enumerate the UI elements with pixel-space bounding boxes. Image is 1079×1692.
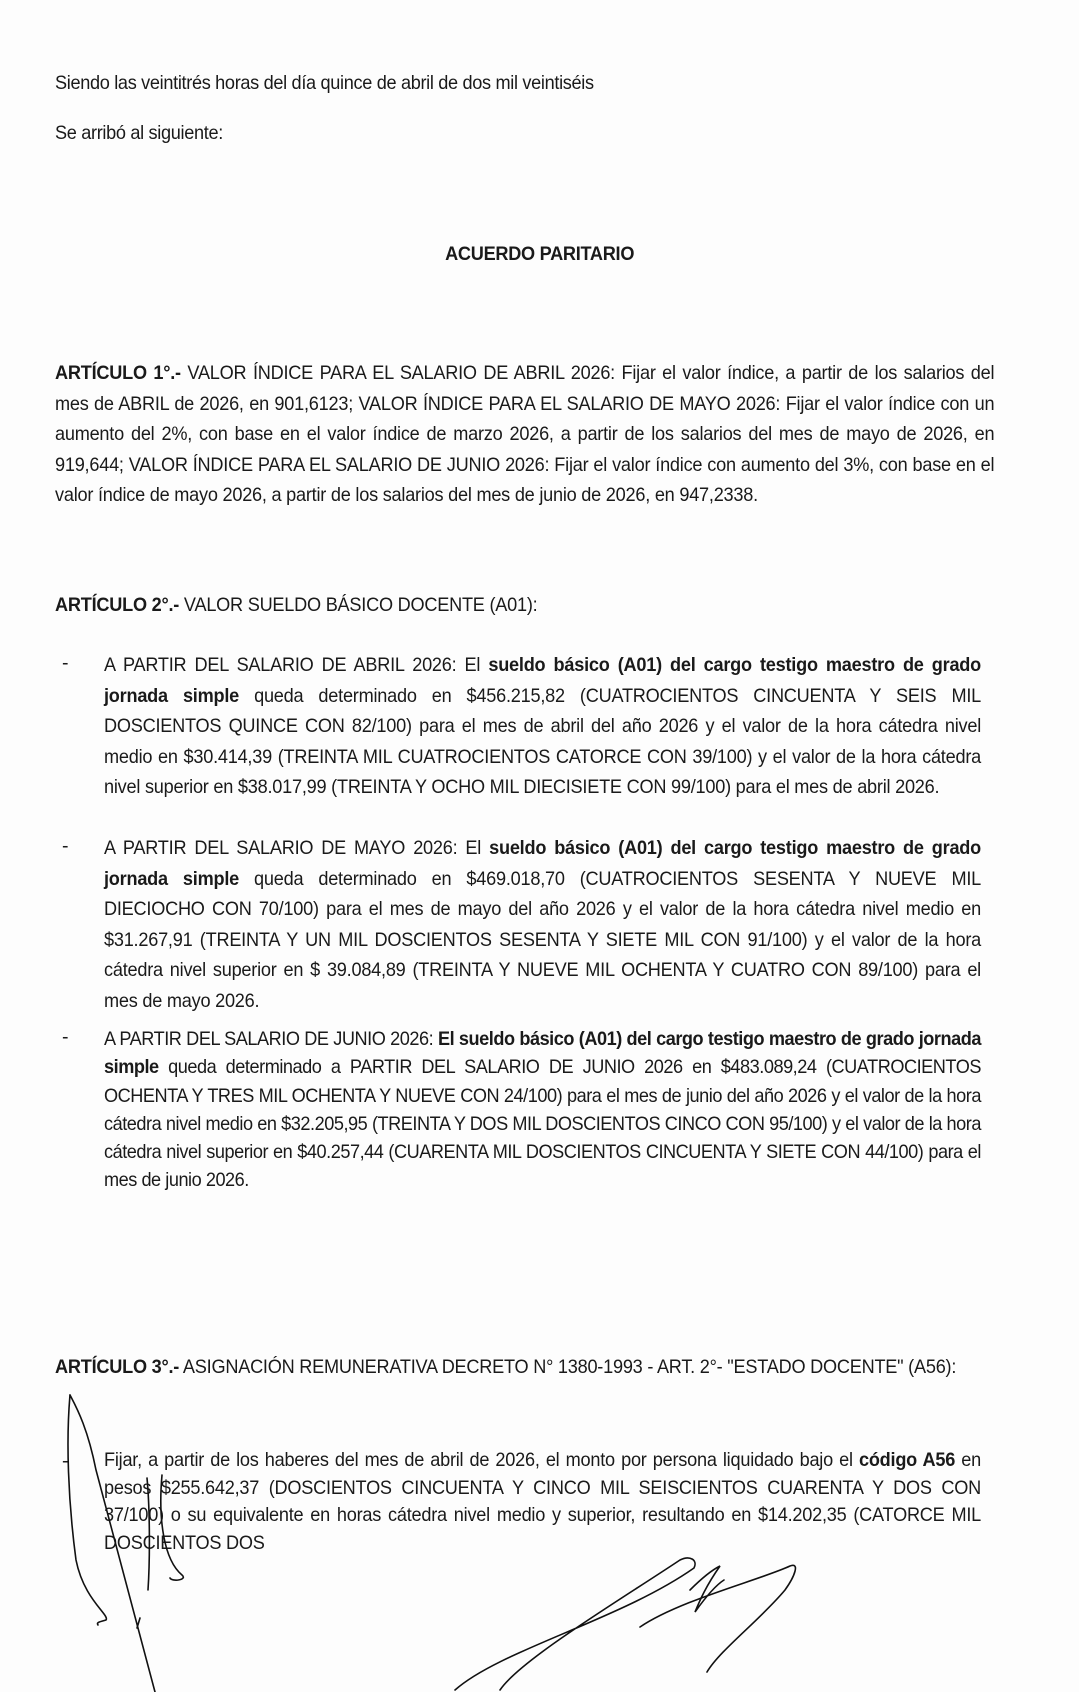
articulo-1 [55,358,994,511]
intro-line-2: Se arribó al siguiente: [55,122,223,144]
item-text: Fijar, a partir de los haberes del mes de abril de 2026, el monto por persona liquidado bajo el [104,1449,859,1471]
signature-right-loop-2 [640,1565,795,1672]
bullet-dash: - [62,652,69,674]
item-bold-text: El sueldo básico (A01) del cargo testigo maestro de grado jornada simple [104,1028,981,1079]
articulo-3-text: ASIGNACIÓN REMUNERATIVA DECRETO N° 1380-1993 - ART. 2°- "ESTADO DOCENTE" (A56): [179,1356,957,1378]
bullet-dash: - [62,1450,69,1472]
document-title-text: ACUERDO PARITARIO [444,243,635,265]
articulo-2-item-junio [104,1025,981,1195]
bullet-dash: - [62,1026,69,1048]
signature-left-tick [137,1618,140,1628]
articulo-2-label: ARTÍCULO 2°.- [55,594,180,616]
signature-left-stroke-1 [68,1395,106,1625]
signature-right-loop-1 [455,1558,695,1690]
articulo-1-label: ARTÍCULO 1°.- [55,362,181,384]
item-text: queda determinado a PARTIR DEL SALARIO DE JUNIO 2026 en $483.089,24 (CUATROCIENTOS OCHENTA Y TRES MIL OCHENTA Y NUEVE CON 24/100) para el mes de junio del año 2026 y el valor de la hora cátedra nivel medio en $32.205,95 (TREINTA Y DOS MIL DOSCIENTOS CINCO CON 95/100) y el valor de la hora cátedra nivel superior en $40.257,44 (CUARENTA MIL DOSCIENTOS CINCUENTA Y SIETE CON 44/100) para el mes de junio 2026. [104,1056,981,1192]
item-bold-text: sueldo básico (A01) del cargo testigo maestro de grado jornada simple [104,654,981,707]
item-text: queda determinado en $456.215,82 (CUATROCIENTOS CINCUENTA Y SEIS MIL DOSCIENTOS QUINCE CON 82/100) para el mes de abril del año 2026 y el valor de la hora cátedra nivel medio en $30.414,39 (TREINTA MIL CUATROCIENTOS CATORCE CON 39/100) y el valor de la hora cátedra nivel superior en $38.017,99 (TREINTA Y OCHO MIL DIECISIETE CON 99/100) para el mes de abril 2026. [104,684,981,798]
articulo-3-heading [55,1352,994,1383]
item-bold-text: sueldo básico (A01) del cargo testigo maestro de grado jornada simple [104,837,981,890]
item-text: A PARTIR DEL SALARIO DE JUNIO 2026: [104,1028,438,1050]
item-text: A PARTIR DEL SALARIO DE ABRIL 2026: El [104,654,489,676]
bullet-dash: - [62,835,69,857]
articulo-2-item-abril [104,650,981,803]
articulo-1-text: VALOR ÍNDICE PARA EL SALARIO DE ABRIL 2026: Fijar el valor índice, a partir de los salarios del mes de ABRIL de 2026, en 901,6123; VALOR ÍNDICE PARA EL SALARIO DE MAYO 2026: Fijar el valor índice con un aumento del 2%, con base en el valor índice de marzo 2026, a partir de los salarios del mes de mayo de 2026, en 919,644; VALOR ÍNDICE PARA EL SALARIO DE JUNIO 2026: Fijar el valor índice con aumento del 3%, con base en el valor índice de mayo 2026, a partir de los salarios del mes de junio de 2026, en 947,2338. [55,362,995,506]
articulo-2-text: VALOR SUELDO BÁSICO DOCENTE (A01): [179,594,538,616]
articulo-3-label: ARTÍCULO 3°.- [55,1356,180,1378]
articulo-2-item-mayo [104,833,981,1016]
item-bold-text: código A56 [858,1449,956,1471]
document-title [0,243,1079,266]
articulo-3-item-a56 [104,1447,981,1557]
intro-line-1: Siendo las veintitrés horas del día quince de abril de dos mil veintiséis [55,72,594,94]
signature-right-scribble [690,1566,724,1612]
articulo-2-heading [55,590,994,621]
item-text: queda determinado en $469.018,70 (CUATROCIENTOS SESENTA Y NUEVE MIL DIECIOCHO CON 70/100) para el mes de mayo del año 2026 y el valor de la hora cátedra nivel medio en $31.267,91 (TREINTA Y UN MIL DOSCIENTOS SESENTA Y SIETE MIL CON 91/100) y el valor de la hora cátedra nivel superior en $ 39.084,89 (TREINTA Y NUEVE MIL OCHENTA Y CUATRO CON 89/100) para el mes de mayo 2026. [104,867,981,1012]
item-text: en pesos $255.642,37 (DOSCIENTOS CINCUENTA Y CINCO MIL SEISCIENTOS CUARENTA Y DOS CON 37/100) o su equivalente en horas cátedra nivel medio y superior, resultando en $14.202,35 (CATORCE MIL DOSCIENTOS DOS [104,1449,982,1554]
item-text: A PARTIR DEL SALARIO DE MAYO 2026: El [104,837,490,859]
